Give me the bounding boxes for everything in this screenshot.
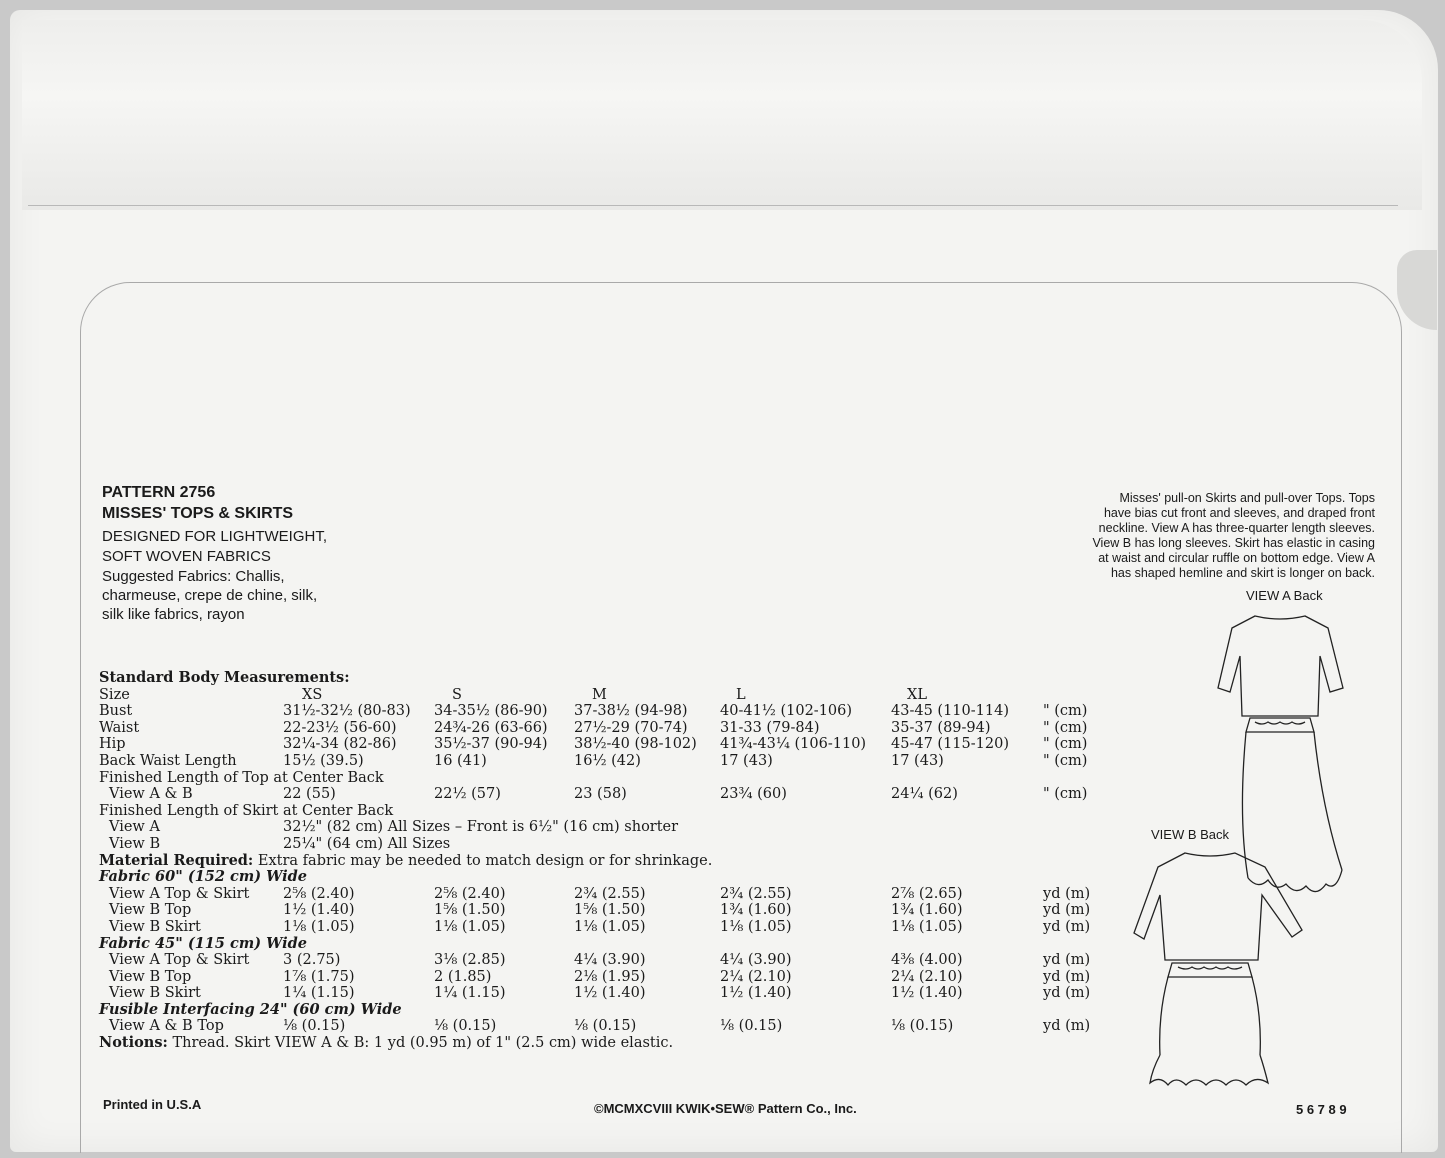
value-l: 1¾ (1.60) — [720, 902, 792, 919]
notions-label: Notions: — [99, 1034, 168, 1052]
value-xl: 2¼ (2.10) — [891, 968, 963, 985]
value-xl: 45-47 (115-120) — [891, 736, 1009, 753]
unit: yd (m) — [1043, 902, 1091, 919]
value-m: 27½-29 (70-74) — [574, 719, 688, 736]
value-xl: 4⅜ (4.00) — [891, 952, 963, 969]
value-m: 37-38½ (94-98) — [574, 703, 688, 720]
skirt-view-a-row — [99, 819, 1109, 836]
value-l: 17 (43) — [720, 752, 773, 769]
value-xs: 2⅝ (2.40) — [283, 885, 355, 902]
value-s: 3⅛ (2.85) — [434, 952, 506, 969]
row-label: View A — [109, 819, 160, 836]
value-xl: 1¾ (1.60) — [891, 902, 963, 919]
size-s: S — [452, 686, 462, 703]
row-label: View B Top — [109, 968, 192, 985]
value-s: 1⅛ (1.05) — [434, 918, 506, 935]
value-s: 2 (1.85) — [434, 968, 492, 985]
value-xs: 3 (2.75) — [283, 952, 341, 969]
value-m: 23 (58) — [574, 786, 627, 803]
unit: yd (m) — [1043, 918, 1091, 935]
value-l: ⅛ (0.15) — [720, 1018, 783, 1035]
size-xs: XS — [302, 686, 323, 703]
measurement-row-back-waist — [99, 753, 1109, 770]
description-line: at waist and circular ruffle on bottom edge. View A — [1098, 551, 1375, 565]
value-l: 1½ (1.40) — [720, 985, 792, 1002]
view-b-back-label: VIEW B Back — [1151, 827, 1230, 842]
description-line: have bias cut front and sleeves, and draped front — [1103, 506, 1375, 520]
row-label: View B Skirt — [109, 918, 201, 935]
value-s: 35½-37 (90-94) — [434, 736, 548, 753]
value-xs: 22 (55) — [283, 786, 336, 803]
fabric-row — [99, 969, 1109, 986]
unit: " (cm) — [1043, 719, 1088, 736]
value-l: 1⅛ (1.05) — [720, 918, 792, 935]
value-xs: ⅛ (0.15) — [283, 1018, 346, 1035]
suggested-fabrics-1: Suggested Fabrics: Challis, — [102, 568, 285, 585]
value-xs: 15½ (39.5) — [283, 752, 364, 769]
row-label: View B Top — [109, 902, 192, 919]
view-b-back-sketch-icon — [1130, 845, 1310, 1095]
value-s: 34-35½ (86-90) — [434, 703, 548, 720]
value-xl: 35-37 (89-94) — [891, 719, 991, 736]
designed-for-2: SOFT WOVEN FABRICS — [102, 548, 271, 565]
material-required — [99, 853, 1109, 870]
value-m: 1⅝ (1.50) — [574, 902, 646, 919]
value-xs: 1⅞ (1.75) — [283, 968, 355, 985]
pattern-header — [102, 483, 362, 624]
row-label: View A Top & Skirt — [109, 885, 250, 902]
value-xs: 1¼ (1.15) — [283, 985, 355, 1002]
fabric-row — [99, 985, 1109, 1002]
row-label: View B — [109, 835, 161, 852]
pattern-name: MISSES' TOPS & SKIRTS — [102, 505, 294, 522]
value-xl: 17 (43) — [891, 752, 944, 769]
fabric-45-heading: Fabric 45" (115 cm) Wide — [99, 934, 307, 952]
fabric-row — [99, 1018, 1109, 1035]
pattern-description — [1030, 491, 1375, 581]
row-label: Waist — [99, 719, 140, 736]
unit: yd (m) — [1043, 968, 1091, 985]
unit: " (cm) — [1043, 703, 1088, 720]
print-code: 5 6 7 8 9 — [1296, 1102, 1347, 1117]
unit: " (cm) — [1043, 786, 1088, 803]
value-l: 41¾-43¼ (106-110) — [720, 736, 867, 753]
view-a-back-label: VIEW A Back — [1246, 588, 1323, 603]
designed-for-1: DESIGNED FOR LIGHTWEIGHT, — [102, 528, 328, 545]
skirt-view-b-length: 25¼" (64 cm) All Sizes — [283, 835, 451, 852]
unit: " (cm) — [1043, 736, 1088, 753]
size-xl: XL — [907, 686, 927, 703]
value-s: 2⅝ (2.40) — [434, 885, 506, 902]
description-line: View B has long sleeves. Skirt has elastic in casing — [1092, 536, 1375, 550]
description-line: Misses' pull-on Skirts and pull-over Tops. Tops — [1119, 491, 1375, 505]
value-l: 40-41½ (102-106) — [720, 703, 853, 720]
value-m: 4¼ (3.90) — [574, 952, 646, 969]
value-s: 1⅝ (1.50) — [434, 902, 506, 919]
flap-fold-line — [28, 205, 1398, 206]
row-label: View A Top & Skirt — [109, 952, 250, 969]
notions-text: Thread. Skirt VIEW A & B: 1 yd (0.95 m) of 1" (2.5 cm) wide elastic. — [167, 1035, 674, 1052]
unit: yd (m) — [1043, 885, 1091, 902]
finished-top-heading: Finished Length of Top at Center Back — [99, 769, 384, 786]
description-line: has shaped hemline and skirt is longer on back. — [1110, 566, 1375, 580]
material-text: Extra fabric may be needed to match design or for shrinkage. — [253, 852, 713, 869]
fabric-row — [99, 919, 1109, 936]
value-xs: 31½-32½ (80-83) — [283, 703, 411, 720]
interfacing-heading: Fusible Interfacing 24" (60 cm) Wide — [99, 1000, 402, 1018]
value-s: 24¾-26 (63-66) — [434, 719, 548, 736]
row-label: Back Waist Length — [99, 752, 237, 769]
value-l: 31-33 (79-84) — [720, 719, 820, 736]
skirt-view-b-row — [99, 836, 1109, 853]
unit: yd (m) — [1043, 952, 1091, 969]
value-m: ⅛ (0.15) — [574, 1018, 637, 1035]
value-xl: ⅛ (0.15) — [891, 1018, 954, 1035]
value-m: 38½-40 (98-102) — [574, 736, 697, 753]
value-xs: 1⅛ (1.05) — [283, 918, 355, 935]
value-m: 1⅛ (1.05) — [574, 918, 646, 935]
value-xl: 43-45 (110-114) — [891, 703, 1009, 720]
value-l: 2¾ (2.55) — [720, 885, 792, 902]
value-s: ⅛ (0.15) — [434, 1018, 497, 1035]
copyright: ©MCMXCVIII KWIK•SEW® Pattern Co., Inc. — [594, 1101, 857, 1116]
value-xl: 24¼ (62) — [891, 786, 958, 803]
finished-skirt-heading: Finished Length of Skirt at Center Back — [99, 802, 394, 819]
row-label: Bust — [99, 703, 133, 720]
fabric-row — [99, 886, 1109, 903]
notions — [99, 1035, 1109, 1052]
size-row — [99, 687, 1109, 704]
material-label: Material Required: — [99, 851, 254, 869]
description-line: neckline. View A has three-quarter length sleeves. — [1098, 521, 1375, 535]
row-label: View A & B Top — [109, 1018, 224, 1035]
value-s: 22½ (57) — [434, 786, 501, 803]
value-xs: 22-23½ (56-60) — [283, 719, 397, 736]
value-l: 4¼ (3.90) — [720, 952, 792, 969]
unit: " (cm) — [1043, 752, 1088, 769]
skirt-view-a-length: 32½" (82 cm) All Sizes – Front is 6½" (16 cm) shorter — [283, 819, 679, 836]
value-m: 1½ (1.40) — [574, 985, 646, 1002]
suggested-fabrics-3: silk like fabrics, rayon — [102, 606, 245, 623]
fabric-row — [99, 952, 1109, 969]
unit: yd (m) — [1043, 985, 1091, 1002]
value-s: 1¼ (1.15) — [434, 985, 506, 1002]
fabric-60-heading: Fabric 60" (152 cm) Wide — [99, 868, 307, 886]
value-xl: 2⅞ (2.65) — [891, 885, 963, 902]
measurement-row-hip — [99, 736, 1109, 753]
fabric-row — [99, 902, 1109, 919]
suggested-fabrics-2: charmeuse, crepe de chine, silk, — [102, 587, 318, 604]
value-m: 2¾ (2.55) — [574, 885, 646, 902]
size-m: M — [592, 686, 607, 703]
measurement-row-waist — [99, 720, 1109, 737]
envelope-flap — [22, 20, 1422, 210]
value-m: 2⅛ (1.95) — [574, 968, 646, 985]
size-l: L — [736, 686, 746, 703]
unit: yd (m) — [1043, 1018, 1091, 1035]
size-label: Size — [99, 686, 130, 703]
value-l: 23¾ (60) — [720, 786, 787, 803]
value-xl: 1½ (1.40) — [891, 985, 963, 1002]
value-l: 2¼ (2.10) — [720, 968, 792, 985]
value-m: 16½ (42) — [574, 752, 641, 769]
measurement-chart — [99, 670, 1109, 1052]
measurements-heading: Standard Body Measurements: — [99, 669, 350, 686]
printed-in: Printed in U.S.A — [103, 1097, 202, 1112]
value-xs: 1½ (1.40) — [283, 902, 355, 919]
row-label: View A & B — [109, 786, 193, 803]
measurement-row-bust — [99, 703, 1109, 720]
value-s: 16 (41) — [434, 752, 487, 769]
finished-top-row — [99, 786, 1109, 803]
value-xs: 32¼-34 (82-86) — [283, 736, 397, 753]
value-xl: 1⅛ (1.05) — [891, 918, 963, 935]
row-label: View B Skirt — [109, 985, 201, 1002]
pattern-number: PATTERN 2756 — [102, 484, 216, 501]
row-label: Hip — [99, 736, 126, 753]
